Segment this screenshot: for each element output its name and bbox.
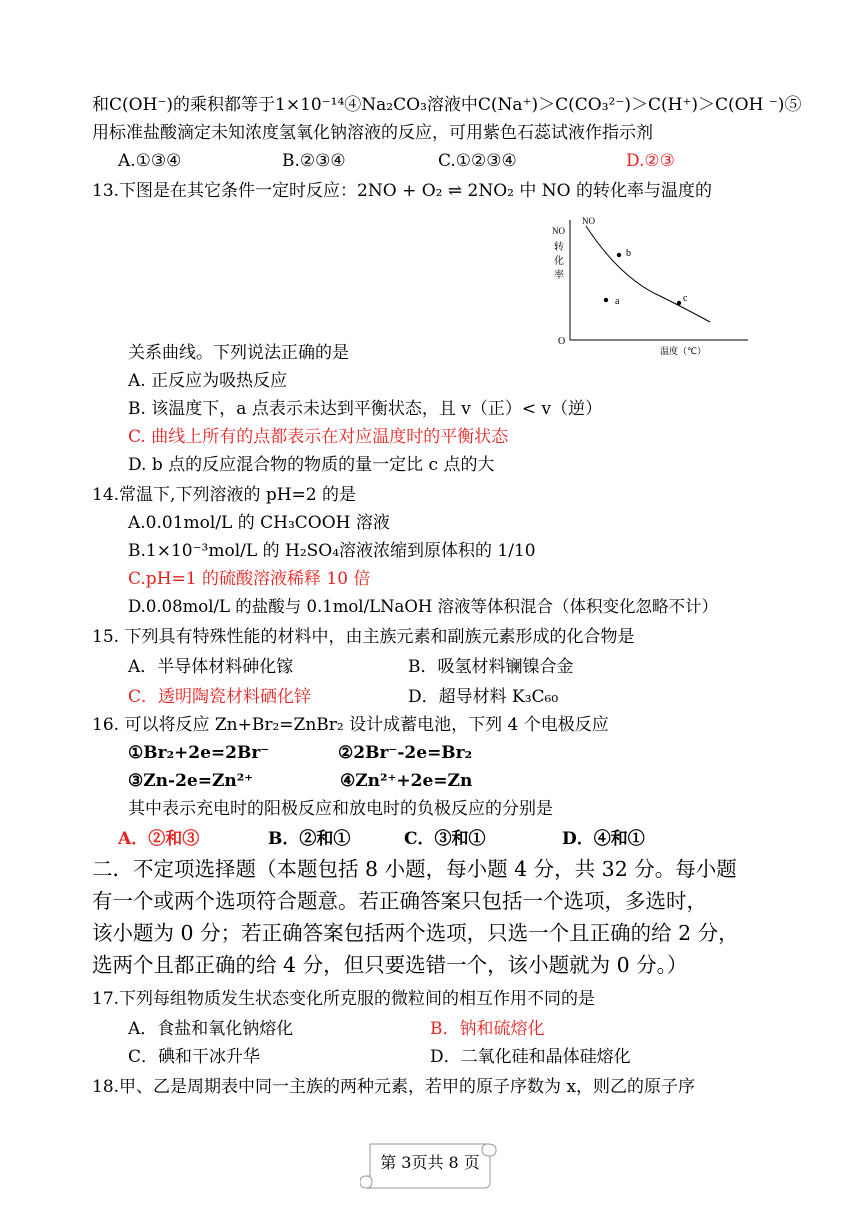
q14-option-c-answer: C.pH=1 的硫酸溶液稀释 10 倍 (128, 569, 371, 589)
q17-option-d: D．二氧化硅和晶体硅熔化 (430, 1047, 631, 1067)
q16-option-a-answer: A．②和③ (118, 829, 200, 849)
q12-line1: 和C(OH⁻)的乘积都等于1×10⁻¹⁴④Na₂CO₃溶液中C(Na⁺)＞C(CO₃²⁻)＞C(H⁺)＞C(OH ⁻)⑤ (92, 95, 802, 115)
q12-option-b: B.②③④ (282, 151, 346, 171)
q15-option-b: B．吸氢材料镧镍合金 (408, 657, 574, 677)
section2-line3: 该小题为 0 分；若正确答案包括两个选项，只选一个且正确的给 2 分， (92, 921, 739, 945)
section2-line1: 二．不定项选择题（本题包括 8 小题，每小题 4 分，共 32 分。每小题 (92, 857, 737, 881)
q14-option-b: B.1×10⁻³mol/L 的 H₂SO₄溶液浓缩到原体积的 1/10 (128, 541, 536, 561)
no-conversion-temperature-graph (540, 208, 765, 363)
q13-option-a: A. 正反应为吸热反应 (128, 371, 288, 391)
q18-stem: 18.甲、乙是周期表中同一主族的两种元素，若甲的原子序数为 x，则乙的原子序 (92, 1077, 696, 1097)
q15-option-d: D．超导材料 K₃C₆₀ (408, 687, 559, 707)
q16-reaction-1: ①Br₂+2e=2Br⁻ (128, 743, 270, 763)
q14-option-d: D.0.08mol/L 的盐酸与 0.1mol/LNaOH 溶液等体积混合（体积变化忽略不计） (128, 597, 719, 616)
q17-option-a: A．食盐和氧化钠熔化 (128, 1019, 294, 1039)
graph-origin-label: O (558, 336, 566, 347)
point-b-label: b (626, 248, 631, 259)
q17-option-c: C．碘和干冰升华 (128, 1047, 261, 1067)
point-a-label: a (615, 296, 620, 307)
graph-x-label: 温度（℃） (660, 347, 707, 357)
graph-y-label-1: 转 (554, 242, 564, 253)
graph-y-label-top: NO (552, 226, 565, 236)
q12-option-d-answer: D.②③ (626, 151, 675, 171)
q16-option-d: D．④和① (562, 829, 645, 849)
q12-line2: 用标准盐酸滴定未知浓度氢氧化钠溶液的反应，可用紫色石蕊试液作指示剂 (92, 123, 653, 143)
q17-stem: 17.下列每组物质发生状态变化所克服的微粒间的相互作用不同的是 (92, 989, 596, 1009)
q13-stem: 13.下图是在其它条件一定时反应：2NO + O₂ ⇌ 2NO₂ 中 NO 的转化率与温度的 (92, 181, 712, 201)
q13-option-b: B. 该温度下，a 点表示未达到平衡状态，且 v（正）< v（逆） (128, 399, 603, 419)
q14-stem: 14.常温下,下列溶液的 pH=2 的是 (92, 485, 357, 505)
section2-line4: 选两个且都正确的给 4 分，但只要选错一个，该小题就为 0 分。） (92, 953, 688, 977)
q16-option-b: B．②和① (268, 829, 351, 849)
q16-stem: 16. 可以将反应 Zn+Br₂=ZnBr₂ 设计成蓄电池，下列 4 个电极反应 (92, 715, 609, 735)
page-number: 第 3页共 8 页 (380, 1153, 480, 1172)
q12-option-a: A.①③④ (118, 151, 182, 171)
q16-reaction-4: ④Zn²⁺+2e=Zn (340, 771, 473, 791)
q13-stem-continued: 关系曲线。下列说法正确的是 (128, 343, 349, 363)
q15-stem: 15. 下列具有特殊性能的材料中，由主族元素和副族元素形成的化合物是 (92, 627, 635, 647)
page-number-scroll (360, 1138, 500, 1190)
q16-option-c: C．③和① (404, 829, 486, 849)
q16-reaction-3: ③Zn-2e=Zn²⁺ (128, 771, 254, 791)
q16-stem-continued: 其中表示充电时的阳极反应和放电时的负极反应的分别是 (128, 799, 553, 819)
graph-curve-label: NO (582, 216, 595, 226)
q13-option-d: D. b 点的反应混合物的物质的量一定比 c 点的大 (128, 455, 495, 475)
graph-y-label-3: 率 (554, 270, 564, 281)
q14-option-a: A.0.01mol/L 的 CH₃COOH 溶液 (128, 513, 390, 533)
q13-option-c-answer: C. 曲线上所有的点都表示在对应温度时的平衡状态 (128, 427, 509, 447)
q15-option-c-answer: C．透明陶瓷材料硒化锌 (128, 687, 312, 707)
q12-option-c: C.①②③④ (438, 151, 517, 171)
q15-option-a: A．半导体材料砷化镓 (128, 657, 294, 677)
section2-line2: 有一个或两个选项符合题意。若正确答案只包括一个选项，多选时， (92, 889, 707, 913)
q16-reaction-2: ②2Br⁻-2e=Br₂ (338, 743, 473, 763)
q17-option-b-answer: B．钠和硫熔化 (430, 1019, 545, 1039)
point-c-label: c (683, 293, 688, 304)
graph-y-label-2: 化 (554, 256, 564, 267)
